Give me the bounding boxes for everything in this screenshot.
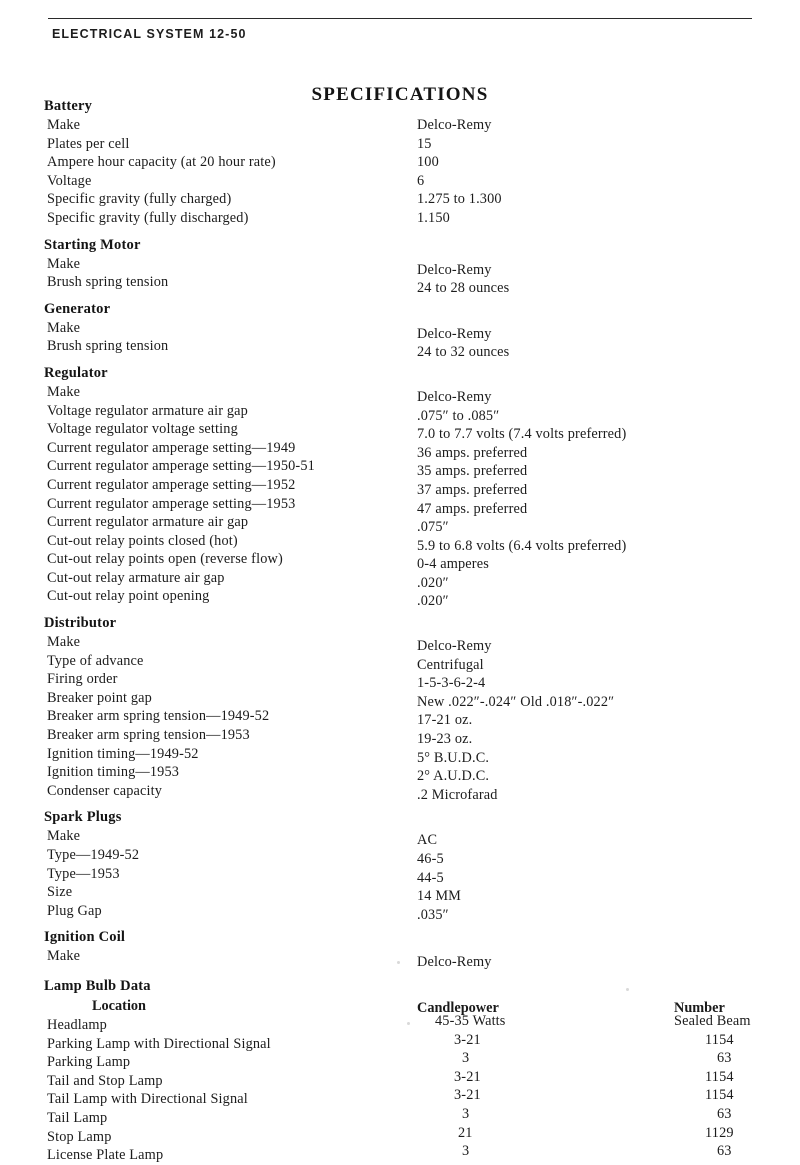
spec-row bbox=[44, 116, 756, 135]
spec-value: 36 amps. preferred bbox=[417, 444, 528, 461]
section-heading-spark-plugs: Spark Plugs bbox=[44, 809, 122, 826]
spec-row bbox=[44, 902, 756, 921]
spec-label: Cut-out relay points closed (hot) bbox=[47, 532, 238, 549]
spec-value: .075″ to .085″ bbox=[417, 407, 500, 424]
scan-artifact bbox=[407, 1022, 410, 1025]
spec-value: Delco-Remy bbox=[417, 117, 492, 133]
spec-value: 14 MM bbox=[417, 888, 462, 905]
spec-label: Ignition timing—1953 bbox=[47, 764, 180, 781]
spec-label: Make bbox=[47, 255, 81, 272]
spec-body bbox=[44, 98, 756, 1165]
spec-row bbox=[44, 383, 756, 405]
spec-label: Size bbox=[47, 884, 73, 901]
section-heading-generator: Generator bbox=[44, 300, 111, 317]
spec-label: Current regulator amperage setting—1949 bbox=[47, 439, 296, 456]
spec-label: Breaker point gap bbox=[47, 689, 152, 706]
spec-label: Type—1949-52 bbox=[47, 847, 140, 863]
lamp-number: Sealed Beam bbox=[674, 1012, 751, 1029]
spec-row bbox=[44, 689, 756, 708]
spec-row bbox=[44, 569, 756, 591]
lamp-candlepower: 3-21 bbox=[454, 1087, 481, 1104]
spec-label: Make bbox=[47, 383, 81, 400]
spec-label: Breaker arm spring tension—1949-52 bbox=[47, 708, 270, 725]
spec-row bbox=[44, 633, 756, 655]
spec-value: 1-5-3-6-2-4 bbox=[417, 675, 486, 692]
spec-row bbox=[44, 153, 756, 172]
lamp-location: Tail and Stop Lamp bbox=[47, 1072, 163, 1089]
section-heading-battery: Battery bbox=[44, 98, 93, 114]
spec-row bbox=[44, 726, 756, 748]
spec-row bbox=[44, 476, 756, 498]
spec-value: Delco-Remy bbox=[417, 638, 492, 655]
table-row bbox=[44, 1087, 756, 1109]
spec-row bbox=[44, 135, 756, 154]
spec-value: Delco-Remy bbox=[417, 261, 492, 278]
lamp-candlepower: 3-21 bbox=[454, 1068, 481, 1085]
spec-label: Voltage bbox=[47, 172, 92, 189]
column-header-candlepower: Candlepower bbox=[417, 999, 499, 1016]
lamp-candlepower: 3 bbox=[462, 1105, 470, 1122]
spec-label: Make bbox=[47, 319, 81, 336]
spec-value: 47 amps. preferred bbox=[417, 500, 528, 517]
spec-row bbox=[44, 337, 756, 361]
table-row bbox=[44, 1050, 756, 1072]
spec-label: Plug Gap bbox=[47, 902, 102, 919]
spec-row bbox=[44, 439, 756, 461]
lamp-location: Parking Lamp with Directional Signal bbox=[47, 1035, 271, 1052]
spec-value: 1.275 to 1.300 bbox=[417, 191, 502, 208]
spec-value: 17-21 oz. bbox=[417, 712, 473, 729]
spec-value: Centrifugal bbox=[417, 656, 484, 673]
spec-label: Ignition timing—1949-52 bbox=[47, 745, 199, 762]
spec-value: .2 Microfarad bbox=[417, 786, 498, 803]
spec-label: Make bbox=[47, 117, 81, 133]
spec-row bbox=[44, 782, 756, 801]
lamp-candlepower: 21 bbox=[458, 1124, 473, 1141]
table-row bbox=[44, 1124, 756, 1147]
lamp-candlepower: 3-21 bbox=[454, 1031, 481, 1048]
section-heading-distributor: Distributor bbox=[44, 615, 117, 632]
spec-value: 5° B.U.D.C. bbox=[417, 749, 490, 766]
spec-value: 46-5 bbox=[417, 851, 444, 867]
section-heading-lamp-bulb-data: Lamp Bulb Data bbox=[44, 977, 151, 994]
scan-artifact bbox=[626, 988, 629, 991]
lamp-number: 1129 bbox=[705, 1124, 734, 1141]
spec-value: 35 amps. preferred bbox=[417, 463, 528, 480]
spec-label: Make bbox=[47, 634, 81, 651]
spec-value: Delco-Remy bbox=[417, 388, 492, 405]
spec-row bbox=[44, 255, 756, 278]
spec-value: 100 bbox=[417, 154, 439, 171]
spec-row bbox=[44, 883, 756, 905]
lamp-candlepower: 3 bbox=[462, 1050, 470, 1067]
header-divider bbox=[48, 18, 752, 19]
spec-label: Brush spring tension bbox=[47, 274, 169, 291]
spec-value: 5.9 to 6.8 volts (6.4 volts preferred) bbox=[417, 537, 627, 554]
lamp-location: Headlamp bbox=[47, 1016, 107, 1033]
spec-row bbox=[44, 947, 756, 971]
spec-label: Voltage regulator voltage setting bbox=[47, 421, 238, 438]
spec-row bbox=[44, 550, 756, 573]
spec-label: Cut-out relay points open (reverse flow) bbox=[47, 551, 283, 568]
spec-row bbox=[44, 652, 756, 671]
spec-value: 15 bbox=[417, 135, 432, 152]
spec-value: 7.0 to 7.7 volts (7.4 volts preferred) bbox=[417, 426, 627, 443]
spec-label: Specific gravity (fully charged) bbox=[47, 191, 232, 208]
spec-label: Specific gravity (fully discharged) bbox=[47, 209, 249, 226]
spec-value: 1.150 bbox=[417, 209, 450, 226]
spec-label: Current regulator amperage setting—1953 bbox=[47, 495, 296, 512]
running-head: ELECTRICAL SYSTEM 12-50 bbox=[52, 27, 247, 41]
spec-value: 44-5 bbox=[417, 869, 444, 886]
spec-label: Firing order bbox=[47, 671, 118, 688]
spec-value: Delco-Remy bbox=[417, 325, 492, 342]
spec-label: Current regulator amperage setting—1950-51 bbox=[47, 458, 315, 475]
spec-row bbox=[44, 827, 756, 849]
lamp-location: Tail Lamp with Directional Signal bbox=[47, 1091, 248, 1108]
spec-label: Breaker arm spring tension—1953 bbox=[47, 727, 250, 744]
section-heading-starting-motor: Starting Motor bbox=[44, 236, 141, 253]
spec-row bbox=[44, 273, 756, 297]
spec-row bbox=[44, 457, 756, 480]
section-heading-ignition-coil: Ignition Coil bbox=[44, 929, 126, 946]
spec-row bbox=[44, 670, 756, 692]
spec-value: AC bbox=[417, 832, 438, 849]
spec-value: Delco-Remy bbox=[417, 954, 492, 971]
spec-label: Ampere hour capacity (at 20 hour rate) bbox=[47, 154, 276, 171]
lamp-candlepower: 3 bbox=[462, 1143, 470, 1160]
spec-row bbox=[44, 402, 756, 424]
spec-label: Make bbox=[47, 828, 81, 845]
spec-row bbox=[44, 707, 756, 729]
spec-label: Cut-out relay armature air gap bbox=[47, 569, 225, 586]
spec-row bbox=[44, 209, 756, 228]
spec-label: Plates per cell bbox=[47, 135, 130, 152]
spec-value: 24 to 32 ounces bbox=[417, 344, 510, 361]
spec-row bbox=[44, 846, 756, 865]
spec-row bbox=[44, 495, 756, 517]
spec-value: 0-4 amperes bbox=[417, 556, 489, 573]
scan-artifact bbox=[397, 961, 400, 964]
spec-value: .035″ bbox=[417, 906, 449, 923]
section-heading-regulator: Regulator bbox=[44, 364, 108, 381]
spec-row bbox=[44, 532, 756, 554]
spec-value: 6 bbox=[417, 172, 425, 189]
column-header-location: Location bbox=[92, 997, 147, 1014]
spec-value: 19-23 oz. bbox=[417, 731, 473, 748]
lamp-location: Stop Lamp bbox=[47, 1128, 112, 1145]
spec-label: Cut-out relay point opening bbox=[47, 588, 210, 605]
spec-row bbox=[44, 745, 756, 764]
spec-label: Current regulator amperage setting—1952 bbox=[47, 476, 296, 493]
lamp-number: 1154 bbox=[705, 1031, 734, 1048]
lamp-location: Parking Lamp bbox=[47, 1054, 131, 1071]
spec-row bbox=[44, 587, 756, 610]
lamp-candlepower: 45-35 Watts bbox=[435, 1012, 506, 1029]
table-row bbox=[44, 1143, 756, 1165]
spec-row bbox=[44, 865, 756, 884]
spec-value: .020″ bbox=[417, 593, 449, 610]
spec-value: New .022″-.024″ Old .018″-.022″ bbox=[417, 693, 615, 710]
column-header-number: Number bbox=[674, 999, 725, 1016]
spec-label: Type—1953 bbox=[47, 865, 120, 882]
spec-value: 37 amps. preferred bbox=[417, 481, 528, 498]
lamp-number: 63 bbox=[717, 1050, 732, 1067]
lamp-location: Tail Lamp bbox=[47, 1109, 108, 1126]
lamp-number: 1154 bbox=[705, 1087, 734, 1104]
lamp-location: License Plate Lamp bbox=[47, 1147, 164, 1164]
lamp-number: 63 bbox=[717, 1105, 732, 1122]
lamp-number: 1154 bbox=[705, 1068, 734, 1085]
spec-value: .020″ bbox=[417, 574, 449, 591]
spec-value: 24 to 28 ounces bbox=[417, 280, 510, 297]
spec-row bbox=[44, 319, 756, 342]
lamp-number: 63 bbox=[717, 1143, 732, 1160]
lamp-table-header bbox=[44, 996, 756, 1016]
table-row bbox=[44, 1105, 756, 1128]
spec-value: 2° A.U.D.C. bbox=[417, 768, 490, 785]
page-title: SPECIFICATIONS bbox=[311, 84, 489, 105]
spec-row bbox=[44, 763, 756, 785]
spec-row bbox=[44, 172, 756, 191]
spec-label: Current regulator armature air gap bbox=[47, 514, 249, 531]
spec-row bbox=[44, 190, 756, 209]
spec-row bbox=[44, 420, 756, 443]
spec-label: Condenser capacity bbox=[47, 782, 163, 799]
spec-value: .075″ bbox=[417, 519, 449, 536]
table-row bbox=[44, 1031, 756, 1054]
spec-label: Make bbox=[47, 948, 81, 965]
spec-label: Type of advance bbox=[47, 652, 144, 669]
spec-label: Voltage regulator armature air gap bbox=[47, 402, 248, 419]
spec-label: Brush spring tension bbox=[47, 338, 169, 355]
spec-row bbox=[44, 513, 756, 536]
table-row bbox=[44, 1012, 756, 1035]
table-row bbox=[44, 1068, 756, 1091]
